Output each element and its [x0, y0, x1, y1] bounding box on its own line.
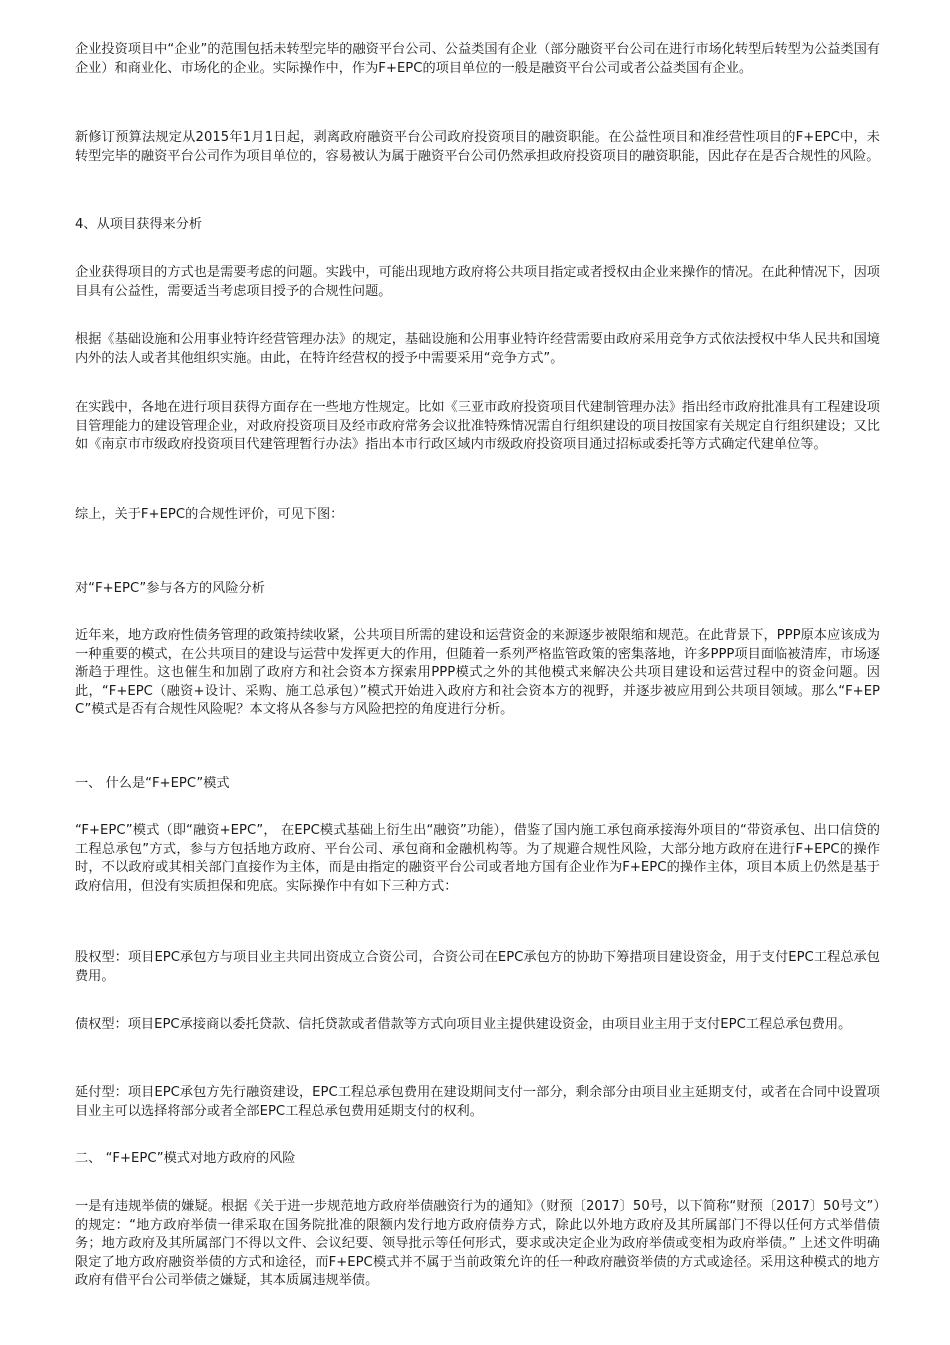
paragraph-compliance-summary: 综上，关于F+EPC的合规性评价，可见下图：: [75, 507, 344, 522]
paragraph-enterprise-scope: 企业投资项目中“企业”的范围包括未转型完毕的融资平台公司、公益类国有企业（部分融资平台公司在进行市场化转型后转型为公益类国有企业）和商业化、市场化的企业。实际操作中，作为F+EPC的项目单位的一般是融资平台公司或者公益类国有企业。: [75, 42, 880, 76]
section-heading-risk-analysis: 对“F+EPC”参与各方的风险分析: [75, 581, 265, 596]
section-heading-government-risk: 二、 “F+EPC”模式对地方政府的风险: [75, 1151, 296, 1166]
section-heading-what-is-fepc: 一、 什么是“F+EPC”模式: [75, 776, 230, 791]
paragraph-background: 近年来，地方政府性债务管理的政策持续收紧，公共项目所需的建设和运营资金的来源逐步被限缩和规范。在此背景下，PPP原本应该成为一种重要的模式，在公共项目的建设与运营中发挥更大的作用，但随着一系列严格监管政策的密集落地，许多PPP项目面临被清库，市场逐渐趋于理性。这也催生和加剧了政府方和社会资本方探索用PPP模式之外的其他模式来解决公共项目建设和运营过程中的资金问题。因此，“F+EPC（融资+设计、采购、施工总承包）”模式开始进入政府方和社会资本方的视野，并逐步被应用到公共项目领域。那么“F+EPC”模式是否有合规性风险呢？本文将从各参与方风险把控的角度进行分析。: [75, 628, 880, 718]
paragraph-illegal-debt: 一是有违规举债的嫌疑。根据《关于进一步规范地方政府举债融资行为的通知》（财预〔2017〕50号，以下简称“财预〔2017〕50号文”）的规定：“地方政府举债一律采取在国务院批准的限额内发行地方政府债券方式，除此以外地方政府及其所属部门不得以任何方式举借债务；地方政府及其所属部门不得以文件、会议纪要、领导批示等任何形式，要求或决定企业为政府举债或变相为政府举债。” 上述文件明确限定了地方政府融资举债的方式和途径，而F+EPC模式并不属于当前政策允许的任一种政府融资举债的方式或途径。采用这种模式的地方政府有借平台公司举债之嫌疑，其本质属违规举债。: [75, 1199, 880, 1289]
paragraph-fepc-definition: “F+EPC”模式（即“融资+EPC”， 在EPC模式基础上衍生出“融资”功能），借鉴了国内施工承包商承接海外项目的“带资承包、出口信贷的工程总承包”方式，参与方包括地方政府、平台公司、承包商和金融机构等。为了规避合规性风险，大部分地方政府在进行F+EPC的操作时，不以政府或其相关部门直接作为主体，而是由指定的融资平台公司或者地方国有企业作为F+EPC的操作主体，项目本质上仍然是基于政府信用，但没有实质担保和兜底。实际操作中有如下三种方式：: [75, 823, 880, 894]
section-heading-project-acquisition: 4、从项目获得来分析: [75, 217, 203, 232]
paragraph-budget-law: 新修订预算法规定从2015年1月1日起，剥离政府融资平台公司政府投资项目的融资职能。在公益性项目和准经营性项目的F+EPC中，未转型完毕的融资平台公司作为项目单位的，容易被认为属于融资平台公司仍然承担政府投资项目的融资职能，因此存在是否合规性的风险。: [75, 130, 880, 164]
paragraph-local-regulations: 在实践中，各地在进行项目获得方面存在一些地方性规定。比如《三亚市政府投资项目代建制管理办法》指出经市政府批准具有工程建设项目管理能力的建设管理企业，对政府投资项目及经市政府常务会议批准特殊情况需自行组织建设的项目按国家有关规定自行组织建设；又比如《南京市市级政府投资项目代建管理暂行办法》指出本市行政区域内市级政府投资项目通过招标或委托等方式确定代建单位等。: [75, 400, 880, 453]
paragraph-concession-rules: 根据《基础设施和公用事业特许经营管理办法》的规定，基础设施和公用事业特许经营需要由政府采用竞争方式依法授权中华人民共和国境内外的法人或者其他组织实施。由此，在特许经营权的授予中需要采用“竞争方式”。: [75, 332, 880, 366]
paragraph-deferred-type: 延付型：项目EPC承包方先行融资建设，EPC工程总承包费用在建设期间支付一部分，剩余部分由项目业主延期支付，或者在合同中设置项目业主可以选择将部分或者全部EPC工程总承包费用延期支付的权利。: [75, 1085, 880, 1119]
paragraph-equity-type: 股权型：项目EPC承包方与项目业主共同出资成立合资公司，合资公司在EPC承包方的协助下筹措项目建设资金，用于支付EPC工程总承包费用。: [75, 950, 880, 984]
paragraph-debt-type: 债权型：项目EPC承接商以委托贷款、信托贷款或者借款等方式向项目业主提供建设资金，由项目业主用于支付EPC工程总承包费用。: [75, 1017, 852, 1032]
paragraph-acquisition-method: 企业获得项目的方式也是需要考虑的问题。实践中，可能出现地方政府将公共项目指定或者授权由企业来操作的情况。在此种情况下，因项目具有公益性，需要适当考虑项目授予的合规性问题。: [75, 265, 880, 299]
